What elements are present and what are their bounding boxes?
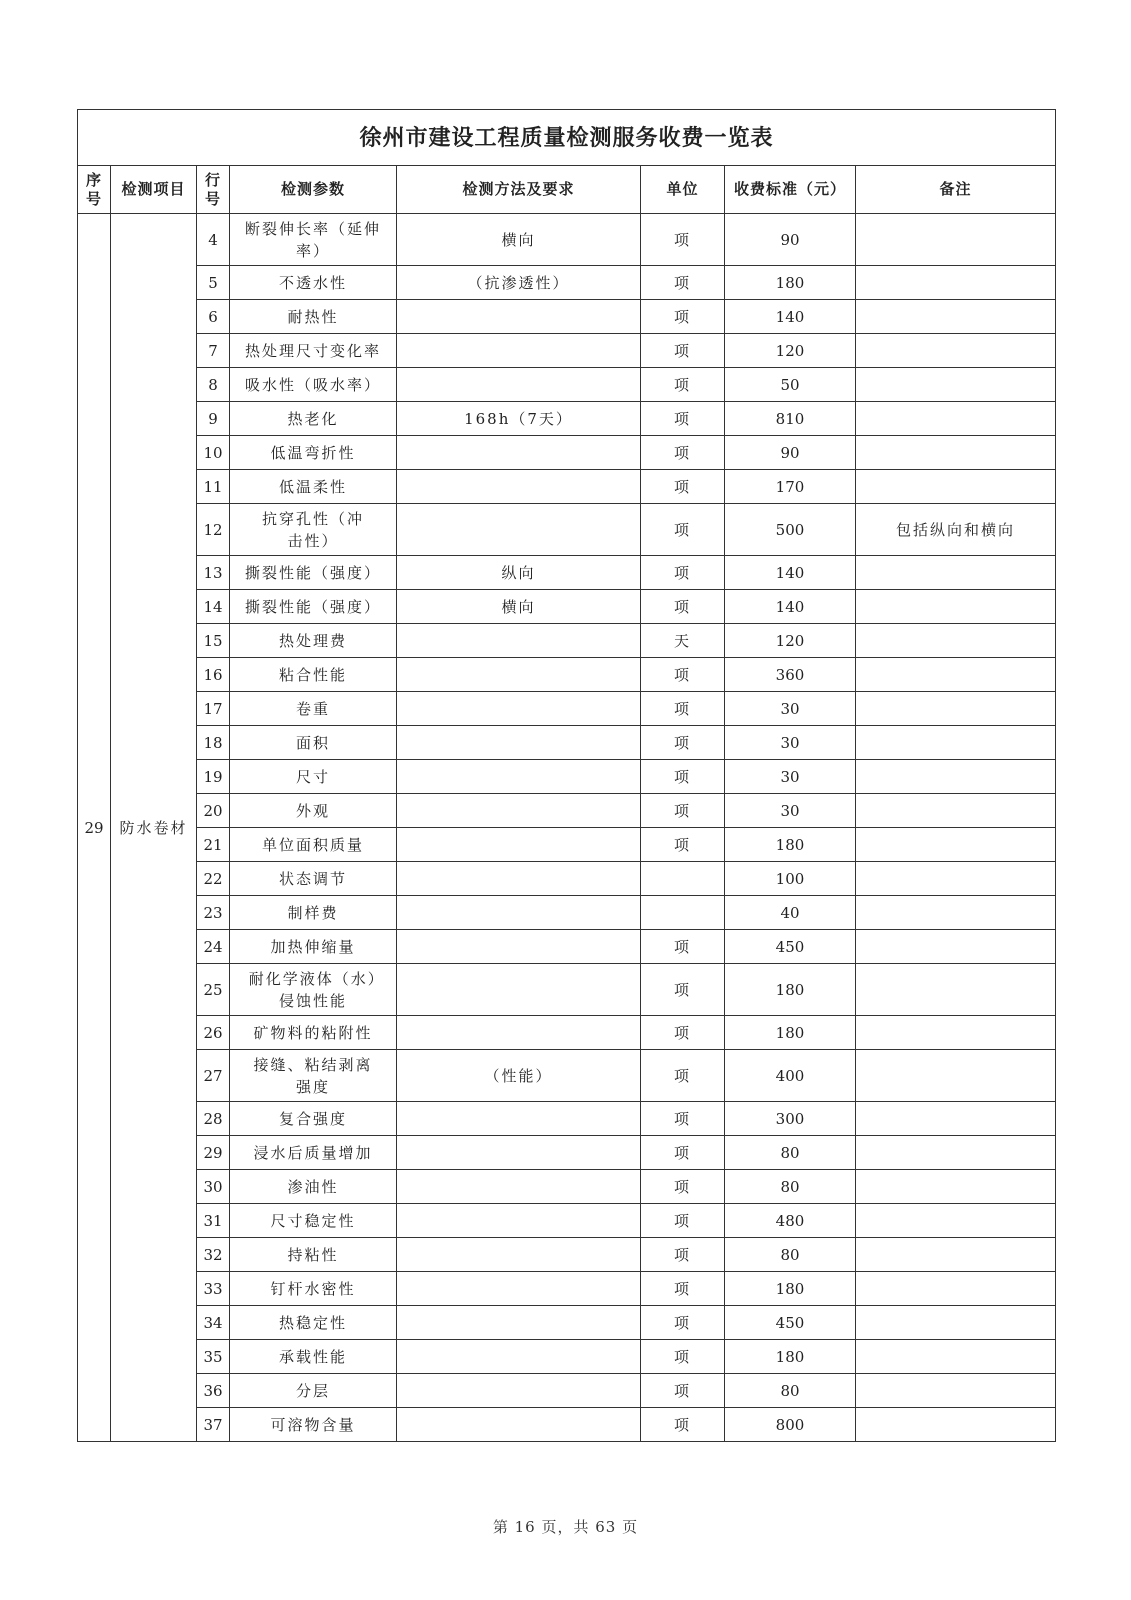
method-cell (397, 862, 641, 896)
param-cell: 面积 (230, 726, 397, 760)
param-text: 抗穿孔性（冲击性） (261, 509, 364, 550)
param-text: 断裂伸长率（延伸率） (244, 219, 381, 260)
unit-cell (641, 896, 725, 930)
unit-cell: 项 (641, 504, 725, 556)
method-cell (397, 300, 641, 334)
header-method: 检测方法及要求 (397, 166, 641, 214)
fee-cell: 140 (725, 300, 856, 334)
fee-cell: 180 (725, 266, 856, 300)
note-cell (856, 624, 1056, 658)
table-row (78, 1170, 1056, 1204)
line-cell: 25 (197, 964, 230, 1016)
line-cell: 4 (197, 214, 230, 266)
method-cell (397, 1204, 641, 1238)
table-row (78, 658, 1056, 692)
unit-cell: 项 (641, 1204, 725, 1238)
param-cell: 低温柔性 (230, 470, 397, 504)
method-cell (397, 504, 641, 556)
line-cell: 37 (197, 1408, 230, 1442)
fee-cell: 170 (725, 470, 856, 504)
header-fee: 收费标准（元） (725, 166, 856, 214)
note-cell (856, 1102, 1056, 1136)
line-cell: 33 (197, 1272, 230, 1306)
unit-cell: 项 (641, 368, 725, 402)
note-cell (856, 1238, 1056, 1272)
note-cell (856, 300, 1056, 334)
line-cell: 6 (197, 300, 230, 334)
param-cell (230, 964, 397, 1016)
line-cell: 23 (197, 896, 230, 930)
param-cell: 吸水性（吸水率） (230, 368, 397, 402)
table-row (78, 470, 1056, 504)
title-row (78, 110, 1056, 166)
fee-cell: 90 (725, 214, 856, 266)
line-cell: 31 (197, 1204, 230, 1238)
note-cell (856, 470, 1056, 504)
line-cell: 13 (197, 556, 230, 590)
method-cell (397, 1340, 641, 1374)
fee-cell: 90 (725, 436, 856, 470)
param-cell: 分层 (230, 1374, 397, 1408)
table-row (78, 726, 1056, 760)
table-row (78, 556, 1056, 590)
method-cell: （抗渗透性） (397, 266, 641, 300)
fee-cell: 120 (725, 624, 856, 658)
param-cell: 单位面积质量 (230, 828, 397, 862)
method-cell (397, 1374, 641, 1408)
line-cell: 24 (197, 930, 230, 964)
header-item: 检测项目 (111, 166, 197, 214)
param-cell: 粘合性能 (230, 658, 397, 692)
method-cell: 横向 (397, 214, 641, 266)
param-cell: 制样费 (230, 896, 397, 930)
unit-cell: 项 (641, 1374, 725, 1408)
line-cell: 14 (197, 590, 230, 624)
method-cell (397, 1238, 641, 1272)
line-cell: 11 (197, 470, 230, 504)
table-row (78, 334, 1056, 368)
table-row (78, 1050, 1056, 1102)
fee-cell: 80 (725, 1238, 856, 1272)
unit-cell: 项 (641, 214, 725, 266)
fee-cell: 450 (725, 1306, 856, 1340)
line-cell: 22 (197, 862, 230, 896)
method-cell (397, 1136, 641, 1170)
unit-cell: 项 (641, 470, 725, 504)
fee-cell: 140 (725, 590, 856, 624)
note-cell (856, 1204, 1056, 1238)
fee-cell: 80 (725, 1374, 856, 1408)
note-cell (856, 1306, 1056, 1340)
unit-cell: 项 (641, 436, 725, 470)
line-cell: 34 (197, 1306, 230, 1340)
header-line: 行号 (197, 166, 230, 214)
unit-cell: 项 (641, 828, 725, 862)
line-cell: 7 (197, 334, 230, 368)
page-footer: 第 16 页，共 63 页 (492, 1518, 639, 1536)
table-row (78, 930, 1056, 964)
note-cell (856, 334, 1056, 368)
note-cell (856, 794, 1056, 828)
unit-cell: 项 (641, 1408, 725, 1442)
unit-cell: 项 (641, 1170, 725, 1204)
table-row (78, 1272, 1056, 1306)
param-cell: 钉杆水密性 (230, 1272, 397, 1306)
line-cell: 18 (197, 726, 230, 760)
fee-cell: 140 (725, 556, 856, 590)
fee-cell: 180 (725, 1272, 856, 1306)
fee-cell: 120 (725, 334, 856, 368)
param-cell: 持粘性 (230, 1238, 397, 1272)
param-cell: 热处理尺寸变化率 (230, 334, 397, 368)
param-cell: 热处理费 (230, 624, 397, 658)
table-row (78, 1102, 1056, 1136)
fee-cell: 810 (725, 402, 856, 436)
fee-cell: 30 (725, 726, 856, 760)
line-cell: 27 (197, 1050, 230, 1102)
note-cell (856, 1170, 1056, 1204)
fee-cell: 480 (725, 1204, 856, 1238)
table-row (78, 1306, 1056, 1340)
param-cell: 尺寸稳定性 (230, 1204, 397, 1238)
table-row (78, 300, 1056, 334)
note-cell (856, 862, 1056, 896)
table-row (78, 1340, 1056, 1374)
method-cell (397, 1408, 641, 1442)
param-cell: 状态调节 (230, 862, 397, 896)
unit-cell: 项 (641, 1306, 725, 1340)
line-cell: 9 (197, 402, 230, 436)
header-param: 检测参数 (230, 166, 397, 214)
note-cell (856, 590, 1056, 624)
unit-cell: 项 (641, 1016, 725, 1050)
unit-cell: 项 (641, 794, 725, 828)
table-row (78, 266, 1056, 300)
note-cell (856, 214, 1056, 266)
param-cell: 撕裂性能（强度） (230, 590, 397, 624)
line-cell: 17 (197, 692, 230, 726)
table-row (78, 862, 1056, 896)
fee-cell: 80 (725, 1170, 856, 1204)
fee-cell: 800 (725, 1408, 856, 1442)
unit-cell (641, 862, 725, 896)
note-cell (856, 1016, 1056, 1050)
unit-cell: 项 (641, 334, 725, 368)
line-cell: 19 (197, 760, 230, 794)
method-cell (397, 624, 641, 658)
note-cell (856, 266, 1056, 300)
param-cell: 承载性能 (230, 1340, 397, 1374)
note-cell (856, 1340, 1056, 1374)
table-row (78, 1136, 1056, 1170)
fee-cell: 80 (725, 1136, 856, 1170)
note-cell (856, 1374, 1056, 1408)
table-row (78, 828, 1056, 862)
unit-cell: 项 (641, 1102, 725, 1136)
line-cell: 26 (197, 1016, 230, 1050)
note-cell (856, 1050, 1056, 1102)
table-row (78, 1374, 1056, 1408)
fee-cell: 450 (725, 930, 856, 964)
method-cell: 168h（7天） (397, 402, 641, 436)
unit-cell: 项 (641, 1272, 725, 1306)
param-cell: 卷重 (230, 692, 397, 726)
method-cell: 纵向 (397, 556, 641, 590)
table-row (78, 624, 1056, 658)
param-cell: 浸水后质量增加 (230, 1136, 397, 1170)
unit-cell: 项 (641, 590, 725, 624)
param-cell (230, 1050, 397, 1102)
table-row (78, 692, 1056, 726)
param-cell: 撕裂性能（强度） (230, 556, 397, 590)
fee-cell: 400 (725, 1050, 856, 1102)
param-cell: 耐热性 (230, 300, 397, 334)
note-cell (856, 1272, 1056, 1306)
table-row (78, 964, 1056, 1016)
param-text: 耐化学液体（水）侵蚀性能 (248, 969, 378, 1010)
param-cell: 低温弯折性 (230, 436, 397, 470)
method-cell (397, 964, 641, 1016)
unit-cell: 项 (641, 726, 725, 760)
param-cell (230, 214, 397, 266)
table-row (78, 214, 1056, 266)
line-cell: 30 (197, 1170, 230, 1204)
note-cell (856, 658, 1056, 692)
fee-cell: 30 (725, 760, 856, 794)
method-cell (397, 726, 641, 760)
fee-cell: 100 (725, 862, 856, 896)
table-row (78, 794, 1056, 828)
table-row (78, 436, 1056, 470)
method-cell (397, 470, 641, 504)
unit-cell: 项 (641, 964, 725, 1016)
fee-table (77, 109, 1056, 1442)
unit-cell: 项 (641, 266, 725, 300)
note-cell (856, 436, 1056, 470)
unit-cell: 项 (641, 658, 725, 692)
note-cell: 包括纵向和横向 (856, 504, 1056, 556)
line-cell: 28 (197, 1102, 230, 1136)
table-row (78, 368, 1056, 402)
param-cell: 不透水性 (230, 266, 397, 300)
param-cell: 外观 (230, 794, 397, 828)
line-cell: 15 (197, 624, 230, 658)
fee-cell: 40 (725, 896, 856, 930)
note-cell (856, 828, 1056, 862)
method-cell (397, 368, 641, 402)
method-cell (397, 1306, 641, 1340)
line-cell: 8 (197, 368, 230, 402)
unit-cell: 项 (641, 692, 725, 726)
unit-cell: 项 (641, 556, 725, 590)
table-row (78, 1204, 1056, 1238)
param-cell: 复合强度 (230, 1102, 397, 1136)
method-cell (397, 692, 641, 726)
note-cell (856, 930, 1056, 964)
line-cell: 12 (197, 504, 230, 556)
note-cell (856, 368, 1056, 402)
method-cell (397, 658, 641, 692)
unit-cell: 项 (641, 760, 725, 794)
unit-cell: 项 (641, 1238, 725, 1272)
unit-cell: 项 (641, 1340, 725, 1374)
header-unit: 单位 (641, 166, 725, 214)
fee-cell: 180 (725, 964, 856, 1016)
group-seq-cell: 29 (78, 214, 111, 1442)
note-cell (856, 896, 1056, 930)
param-cell: 热老化 (230, 402, 397, 436)
param-text: 接缝、粘结剥离强度 (253, 1055, 373, 1096)
unit-cell: 项 (641, 930, 725, 964)
header-note: 备注 (856, 166, 1056, 214)
fee-cell: 30 (725, 692, 856, 726)
table-row (78, 504, 1056, 556)
fee-cell: 300 (725, 1102, 856, 1136)
header-seq: 序号 (78, 166, 111, 214)
table-row (78, 1238, 1056, 1272)
param-cell: 热稳定性 (230, 1306, 397, 1340)
param-cell: 渗油性 (230, 1170, 397, 1204)
note-cell (856, 1136, 1056, 1170)
group-item-cell: 防水卷材 (111, 214, 197, 1442)
note-cell (856, 556, 1056, 590)
header-row (78, 166, 1056, 214)
unit-cell: 项 (641, 402, 725, 436)
method-cell: （性能） (397, 1050, 641, 1102)
line-cell: 32 (197, 1238, 230, 1272)
fee-cell: 180 (725, 1340, 856, 1374)
method-cell (397, 1272, 641, 1306)
note-cell (856, 964, 1056, 1016)
note-cell (856, 402, 1056, 436)
fee-cell: 500 (725, 504, 856, 556)
line-cell: 35 (197, 1340, 230, 1374)
line-cell: 29 (197, 1136, 230, 1170)
fee-cell: 180 (725, 1016, 856, 1050)
note-cell (856, 760, 1056, 794)
line-cell: 36 (197, 1374, 230, 1408)
param-cell (230, 504, 397, 556)
table-row (78, 1016, 1056, 1050)
method-cell (397, 896, 641, 930)
unit-cell: 天 (641, 624, 725, 658)
fee-cell: 180 (725, 828, 856, 862)
unit-cell: 项 (641, 1136, 725, 1170)
fee-table-body (78, 110, 1056, 1442)
table-row (78, 760, 1056, 794)
param-cell: 矿物料的粘附性 (230, 1016, 397, 1050)
line-cell: 16 (197, 658, 230, 692)
note-cell (856, 1408, 1056, 1442)
fee-cell: 360 (725, 658, 856, 692)
unit-cell: 项 (641, 300, 725, 334)
method-cell (397, 1102, 641, 1136)
line-cell: 20 (197, 794, 230, 828)
table-row (78, 402, 1056, 436)
table-title: 徐州市建设工程质量检测服务收费一览表 (78, 110, 1056, 166)
method-cell (397, 1016, 641, 1050)
param-cell: 可溶物含量 (230, 1408, 397, 1442)
line-cell: 21 (197, 828, 230, 862)
method-cell (397, 760, 641, 794)
method-cell (397, 1170, 641, 1204)
note-cell (856, 726, 1056, 760)
param-cell: 尺寸 (230, 760, 397, 794)
param-cell: 加热伸缩量 (230, 930, 397, 964)
table-row (78, 896, 1056, 930)
table-row (78, 1408, 1056, 1442)
method-cell (397, 930, 641, 964)
method-cell (397, 334, 641, 368)
line-cell: 5 (197, 266, 230, 300)
fee-cell: 30 (725, 794, 856, 828)
method-cell (397, 794, 641, 828)
unit-cell: 项 (641, 1050, 725, 1102)
method-cell: 横向 (397, 590, 641, 624)
fee-cell: 50 (725, 368, 856, 402)
table-row (78, 590, 1056, 624)
line-cell: 10 (197, 436, 230, 470)
method-cell (397, 436, 641, 470)
note-cell (856, 692, 1056, 726)
method-cell (397, 828, 641, 862)
